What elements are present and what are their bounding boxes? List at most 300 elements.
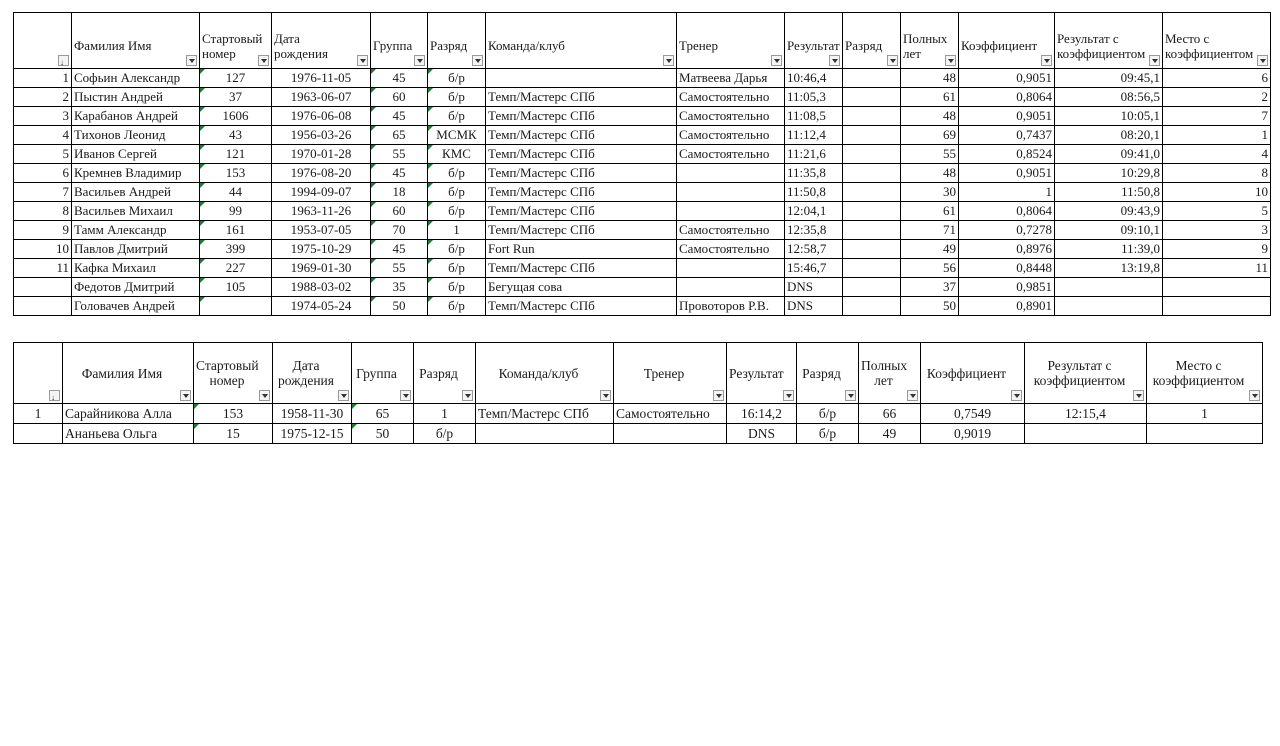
dropdown-filter-icon[interactable] xyxy=(600,390,611,401)
cell-adjusted-place[interactable]: 7 xyxy=(1163,107,1271,126)
cell-club[interactable]: Темп/Мастерс СПб xyxy=(486,164,677,183)
header-rank xyxy=(414,343,476,404)
header-label: Результат xyxy=(729,365,784,381)
header-label: Полных лет xyxy=(903,30,948,61)
cell-place[interactable]: 7 xyxy=(14,183,72,202)
cell-result[interactable]: 12:58,7 xyxy=(785,240,843,259)
cell-rank[interactable]: б/р xyxy=(414,424,476,444)
dropdown-filter-icon[interactable] xyxy=(907,390,918,401)
cell-age[interactable]: 48 xyxy=(901,107,959,126)
header-label: Стартовый номер xyxy=(202,30,263,61)
cell-result[interactable]: 11:12,4 xyxy=(785,126,843,145)
cell-rank2[interactable] xyxy=(843,88,901,107)
cell-adjusted-result[interactable]: 13:19,8 xyxy=(1055,259,1163,278)
cell-age[interactable]: 48 xyxy=(901,164,959,183)
cell-adjusted-place[interactable]: 4 xyxy=(1163,145,1271,164)
cell-birthdate[interactable]: 1953-07-05 xyxy=(272,221,371,240)
header-coefficient xyxy=(921,343,1025,404)
cell-place[interactable]: 5 xyxy=(14,145,72,164)
cell-rank[interactable]: КМС xyxy=(428,145,486,164)
cell-age[interactable]: 48 xyxy=(901,69,959,88)
cell-name[interactable]: Васильев Михаил xyxy=(72,202,200,221)
cell-group[interactable]: 55 xyxy=(371,259,428,278)
header-label: Дата рождения xyxy=(277,358,334,388)
header-group xyxy=(352,343,414,404)
cell-adjusted-place[interactable] xyxy=(1147,424,1263,444)
cell-club[interactable]: Темп/Мастерс СПб xyxy=(486,259,677,278)
cell-adjusted-place[interactable]: 9 xyxy=(1163,240,1271,259)
cell-adjusted-place[interactable]: 1 xyxy=(1147,404,1263,424)
header-coefficient xyxy=(959,13,1055,69)
cell-place[interactable]: 8 xyxy=(14,202,72,221)
cell-birthdate[interactable]: 1976-11-05 xyxy=(272,69,371,88)
cell-coach[interactable]: Самостоятельно xyxy=(677,126,785,145)
cell-rank2[interactable] xyxy=(843,259,901,278)
cell-place[interactable]: 9 xyxy=(14,221,72,240)
cell-bib[interactable]: 105 xyxy=(200,278,272,297)
header-label: Разряд xyxy=(419,365,458,381)
cell-age[interactable]: 49 xyxy=(859,424,921,444)
dropdown-filter-icon[interactable] xyxy=(338,390,349,401)
cell-birthdate[interactable]: 1994-09-07 xyxy=(272,183,371,202)
table-row xyxy=(14,183,1271,202)
cell-club[interactable] xyxy=(486,69,677,88)
cell-name[interactable]: Иванов Сергей xyxy=(72,145,200,164)
cell-name[interactable]: Головачев Андрей xyxy=(72,297,200,316)
cell-rank[interactable]: б/р xyxy=(428,107,486,126)
cell-birthdate[interactable]: 1958-11-30 xyxy=(273,404,352,424)
cell-rank2[interactable] xyxy=(843,278,901,297)
header-label xyxy=(16,36,69,46)
header-label: Результат с коэффициентом xyxy=(1033,358,1126,388)
cell-rank2[interactable] xyxy=(843,164,901,183)
cell-birthdate[interactable]: 1974-05-24 xyxy=(272,297,371,316)
dropdown-filter-icon[interactable] xyxy=(783,390,794,401)
cell-adjusted-result[interactable]: 09:10,1 xyxy=(1055,221,1163,240)
cell-name[interactable]: Федотов Дмитрий xyxy=(72,278,200,297)
cell-birthdate[interactable]: 1976-08-20 xyxy=(272,164,371,183)
cell-birthdate[interactable]: 1970-01-28 xyxy=(272,145,371,164)
cell-rank[interactable]: б/р xyxy=(428,278,486,297)
table-row xyxy=(14,259,1271,278)
dropdown-filter-icon[interactable] xyxy=(887,55,898,66)
cell-bib[interactable]: 44 xyxy=(200,183,272,202)
cell-adjusted-result[interactable]: 08:20,1 xyxy=(1055,126,1163,145)
cell-birthdate[interactable]: 1975-12-15 xyxy=(273,424,352,444)
dropdown-filter-icon[interactable] xyxy=(357,55,368,66)
cell-coefficient[interactable]: 0,9019 xyxy=(921,424,1025,444)
cell-adjusted-place[interactable]: 1 xyxy=(1163,126,1271,145)
header-label: Коэффициент xyxy=(961,38,1038,53)
cell-adjusted-place[interactable]: 8 xyxy=(1163,164,1271,183)
cell-age[interactable]: 50 xyxy=(901,297,959,316)
dropdown-filter-icon[interactable] xyxy=(663,55,674,66)
cell-coefficient[interactable]: 0,8976 xyxy=(959,240,1055,259)
header-coach xyxy=(677,13,785,69)
table-row xyxy=(14,221,1271,240)
header-label: Тренер xyxy=(679,38,718,53)
cell-club[interactable]: Темп/Мастерс СПб xyxy=(486,183,677,202)
cell-place[interactable] xyxy=(14,424,63,444)
cell-bib[interactable]: 1606 xyxy=(200,107,272,126)
cell-place[interactable]: 3 xyxy=(14,107,72,126)
header-place xyxy=(14,13,72,69)
cell-age[interactable]: 49 xyxy=(901,240,959,259)
cell-adjusted-place[interactable]: 11 xyxy=(1163,259,1271,278)
cell-age[interactable]: 30 xyxy=(901,183,959,202)
cell-age[interactable]: 55 xyxy=(901,145,959,164)
dropdown-filter-icon[interactable] xyxy=(258,55,269,66)
header-label: Результат xyxy=(787,38,840,53)
header-label: Фамилия Имя xyxy=(81,365,163,381)
cell-bib[interactable]: 121 xyxy=(200,145,272,164)
cell-adjusted-result[interactable]: 10:05,1 xyxy=(1055,107,1163,126)
header-bib xyxy=(200,13,272,69)
dropdown-filter-icon[interactable] xyxy=(462,390,473,401)
cell-result[interactable]: DNS xyxy=(785,297,843,316)
cell-age[interactable]: 71 xyxy=(901,221,959,240)
cell-rank[interactable]: б/р xyxy=(428,259,486,278)
header-adjusted-place xyxy=(1147,343,1263,404)
header-label: Полных лет xyxy=(861,358,908,388)
header-adjusted-result xyxy=(1025,343,1147,404)
cell-birthdate[interactable]: 1956-03-26 xyxy=(272,126,371,145)
cell-group[interactable]: 70 xyxy=(371,221,428,240)
cell-place[interactable]: 2 xyxy=(14,88,72,107)
cell-coefficient[interactable]: 0,7549 xyxy=(921,404,1025,424)
cell-bib[interactable]: 153 xyxy=(194,404,273,424)
cell-group[interactable]: 18 xyxy=(371,183,428,202)
header-result xyxy=(785,13,843,69)
header-label: Разряд xyxy=(845,38,883,53)
cell-rank[interactable]: 1 xyxy=(414,404,476,424)
cell-club[interactable]: Темп/Мастерс СПб xyxy=(486,126,677,145)
header-label: Стартовый номер xyxy=(196,358,259,388)
header-age xyxy=(901,13,959,69)
cell-coefficient[interactable]: 0,9051 xyxy=(959,69,1055,88)
dropdown-filter-icon[interactable] xyxy=(180,390,191,401)
cell-birthdate[interactable]: 1963-11-26 xyxy=(272,202,371,221)
cell-coefficient[interactable]: 0,8448 xyxy=(959,259,1055,278)
cell-coefficient[interactable]: 0,7278 xyxy=(959,221,1055,240)
cell-club[interactable]: Темп/Мастерс СПб xyxy=(486,297,677,316)
header-name xyxy=(63,343,194,404)
cell-place[interactable]: 10 xyxy=(14,240,72,259)
cell-coefficient[interactable]: 0,8064 xyxy=(959,88,1055,107)
cell-name[interactable]: Павлов Дмитрий xyxy=(72,240,200,259)
cell-place[interactable] xyxy=(14,297,72,316)
cell-coach[interactable] xyxy=(677,259,785,278)
cell-adjusted-result[interactable]: 09:43,9 xyxy=(1055,202,1163,221)
cell-group[interactable]: 65 xyxy=(371,126,428,145)
cell-rank[interactable]: 1 xyxy=(428,221,486,240)
table-row xyxy=(14,145,1271,164)
cell-rank2[interactable]: б/р xyxy=(797,424,859,444)
cell-group[interactable]: 45 xyxy=(371,107,428,126)
cell-name[interactable]: Кремнев Владимир xyxy=(72,164,200,183)
cell-coach[interactable]: Самостоятельно xyxy=(677,107,785,126)
cell-adjusted-place[interactable]: 3 xyxy=(1163,221,1271,240)
cell-bib[interactable]: 399 xyxy=(200,240,272,259)
cell-coefficient[interactable]: 0,7437 xyxy=(959,126,1055,145)
cell-group[interactable]: 60 xyxy=(371,88,428,107)
cell-club[interactable]: Темп/Мастерс СПб xyxy=(486,107,677,126)
cell-adjusted-place[interactable]: 6 xyxy=(1163,69,1271,88)
cell-place[interactable] xyxy=(14,278,72,297)
cell-rank2[interactable] xyxy=(843,107,901,126)
cell-coach[interactable] xyxy=(677,183,785,202)
dropdown-filter-icon[interactable] xyxy=(845,390,856,401)
cell-place[interactable]: 4 xyxy=(14,126,72,145)
cell-rank2[interactable] xyxy=(843,202,901,221)
cell-coefficient[interactable]: 0,9851 xyxy=(959,278,1055,297)
dropdown-filter-icon[interactable] xyxy=(186,55,197,66)
header-club xyxy=(486,13,677,69)
cell-adjusted-place[interactable]: 2 xyxy=(1163,88,1271,107)
cell-result[interactable]: 11:50,8 xyxy=(785,183,843,202)
dropdown-filter-icon[interactable] xyxy=(1011,390,1022,401)
cell-club[interactable]: Fort Run xyxy=(486,240,677,259)
cell-name[interactable]: Пыстин Андрей xyxy=(72,88,200,107)
cell-group[interactable]: 45 xyxy=(371,164,428,183)
header-birthdate xyxy=(272,13,371,69)
cell-coefficient[interactable]: 1 xyxy=(959,183,1055,202)
cell-result[interactable]: DNS xyxy=(727,424,797,444)
header-label: Группа xyxy=(373,38,413,53)
cell-coach[interactable]: Матвеева Дарья xyxy=(677,69,785,88)
cell-bib[interactable]: 127 xyxy=(200,69,272,88)
cell-club[interactable]: Темп/Мастерс СПб xyxy=(486,145,677,164)
cell-result[interactable]: 11:08,5 xyxy=(785,107,843,126)
cell-club[interactable]: Бегущая сова xyxy=(486,278,677,297)
header-age xyxy=(859,343,921,404)
cell-birthdate[interactable]: 1969-01-30 xyxy=(272,259,371,278)
cell-rank[interactable]: б/р xyxy=(428,69,486,88)
cell-adjusted-result[interactable] xyxy=(1055,297,1163,316)
cell-bib[interactable]: 227 xyxy=(200,259,272,278)
dropdown-filter-icon[interactable] xyxy=(472,55,483,66)
cell-rank2[interactable] xyxy=(843,69,901,88)
cell-result[interactable]: 11:35,8 xyxy=(785,164,843,183)
sort-filter-icon[interactable] xyxy=(49,390,60,401)
cell-adjusted-result[interactable]: 09:41,0 xyxy=(1055,145,1163,164)
cell-coefficient[interactable]: 0,9051 xyxy=(959,164,1055,183)
table-row xyxy=(14,278,1271,297)
cell-place[interactable]: 6 xyxy=(14,164,72,183)
dropdown-filter-icon[interactable] xyxy=(1249,390,1260,401)
cell-group[interactable]: 55 xyxy=(371,145,428,164)
cell-name[interactable]: Сарайникова Алла xyxy=(63,404,194,424)
cell-name[interactable]: Кафка Михаил xyxy=(72,259,200,278)
dropdown-filter-icon[interactable] xyxy=(713,390,724,401)
dropdown-filter-icon[interactable] xyxy=(1041,55,1052,66)
cell-rank2[interactable] xyxy=(843,126,901,145)
header-label: Разряд xyxy=(802,365,841,381)
cell-adjusted-result[interactable]: 10:29,8 xyxy=(1055,164,1163,183)
cell-name[interactable]: Тихонов Леонид xyxy=(72,126,200,145)
cell-bib[interactable]: 37 xyxy=(200,88,272,107)
cell-name[interactable]: Софьин Александр xyxy=(72,69,200,88)
cell-result[interactable]: 11:05,3 xyxy=(785,88,843,107)
cell-age[interactable]: 56 xyxy=(901,259,959,278)
dropdown-filter-icon[interactable] xyxy=(414,55,425,66)
cell-birthdate[interactable]: 1976-06-08 xyxy=(272,107,371,126)
cell-rank[interactable]: МСМК xyxy=(428,126,486,145)
cell-rank2[interactable] xyxy=(843,297,901,316)
dropdown-filter-icon[interactable] xyxy=(829,55,840,66)
header-place xyxy=(14,343,63,404)
cell-result[interactable]: DNS xyxy=(785,278,843,297)
cell-age[interactable]: 61 xyxy=(901,202,959,221)
header-rank2 xyxy=(797,343,859,404)
cell-adjusted-place[interactable]: 5 xyxy=(1163,202,1271,221)
dropdown-filter-icon[interactable] xyxy=(945,55,956,66)
cell-birthdate[interactable]: 1988-03-02 xyxy=(272,278,371,297)
dropdown-filter-icon[interactable] xyxy=(771,55,782,66)
header-label: Результат с коэффициентом xyxy=(1057,30,1146,61)
cell-group[interactable]: 45 xyxy=(371,240,428,259)
cell-rank2[interactable]: б/р xyxy=(797,404,859,424)
header-label: Команда/клуб xyxy=(488,38,565,53)
cell-rank2[interactable] xyxy=(843,221,901,240)
cell-club[interactable]: Темп/Мастерс СПб xyxy=(486,202,677,221)
cell-result[interactable]: 12:04,1 xyxy=(785,202,843,221)
cell-birthdate[interactable]: 1963-06-07 xyxy=(272,88,371,107)
cell-adjusted-result[interactable]: 09:45,1 xyxy=(1055,69,1163,88)
cell-adjusted-result[interactable]: 11:39,0 xyxy=(1055,240,1163,259)
header-club xyxy=(476,343,614,404)
cell-result[interactable]: 11:21,6 xyxy=(785,145,843,164)
cell-rank2[interactable] xyxy=(843,145,901,164)
dropdown-filter-icon[interactable] xyxy=(1133,390,1144,401)
cell-rank[interactable]: б/р xyxy=(428,297,486,316)
cell-club[interactable]: Темп/Мастерс СПб xyxy=(486,88,677,107)
header-rank2 xyxy=(843,13,901,69)
cell-rank[interactable]: б/р xyxy=(428,164,486,183)
table-row xyxy=(14,88,1271,107)
table-row xyxy=(14,202,1271,221)
cell-adjusted-result[interactable]: 12:15,4 xyxy=(1025,404,1147,424)
table-row xyxy=(14,69,1271,88)
cell-coach[interactable]: Самостоятельно xyxy=(614,404,727,424)
cell-birthdate[interactable]: 1975-10-29 xyxy=(272,240,371,259)
cell-group[interactable]: 50 xyxy=(352,424,414,444)
dropdown-filter-icon[interactable] xyxy=(400,390,411,401)
cell-coach[interactable] xyxy=(677,202,785,221)
cell-coach[interactable]: Самостоятельно xyxy=(677,88,785,107)
cell-coach[interactable] xyxy=(677,278,785,297)
table-row xyxy=(14,107,1271,126)
cell-adjusted-result[interactable]: 11:50,8 xyxy=(1055,183,1163,202)
header-label: Место с коэффициентом xyxy=(1152,358,1245,388)
cell-bib[interactable] xyxy=(200,297,272,316)
cell-age[interactable]: 37 xyxy=(901,278,959,297)
cell-coach[interactable]: Самостоятельно xyxy=(677,145,785,164)
cell-rank[interactable]: б/р xyxy=(428,183,486,202)
cell-coach[interactable]: Самостоятельно xyxy=(677,240,785,259)
cell-coefficient[interactable]: 0,8901 xyxy=(959,297,1055,316)
header-adjusted-place xyxy=(1163,13,1271,69)
cell-coefficient[interactable]: 0,8524 xyxy=(959,145,1055,164)
header-rank xyxy=(428,13,486,69)
cell-name[interactable]: Карабанов Андрей xyxy=(72,107,200,126)
cell-rank2[interactable] xyxy=(843,183,901,202)
table-row xyxy=(14,404,1263,424)
cell-name[interactable]: Ананьева Ольга xyxy=(63,424,194,444)
cell-result[interactable]: 10:46,4 xyxy=(785,69,843,88)
cell-coefficient[interactable]: 0,9051 xyxy=(959,107,1055,126)
cell-rank2[interactable] xyxy=(843,240,901,259)
cell-age[interactable]: 69 xyxy=(901,126,959,145)
header-label: Фамилия Имя xyxy=(74,38,152,53)
cell-age[interactable]: 61 xyxy=(901,88,959,107)
table-row xyxy=(14,240,1271,259)
dropdown-filter-icon[interactable] xyxy=(1149,55,1160,66)
cell-adjusted-place[interactable]: 10 xyxy=(1163,183,1271,202)
cell-adjusted-place[interactable] xyxy=(1163,278,1271,297)
sort-filter-icon[interactable] xyxy=(58,55,69,66)
cell-adjusted-place[interactable] xyxy=(1163,297,1271,316)
cell-place[interactable]: 1 xyxy=(14,69,72,88)
header-label: Дата рождения xyxy=(274,30,328,61)
cell-result[interactable]: 12:35,8 xyxy=(785,221,843,240)
table-row xyxy=(14,164,1271,183)
cell-coach[interactable] xyxy=(614,424,727,444)
cell-coach[interactable]: Самостоятельно xyxy=(677,221,785,240)
header-label: Место с коэффициентом xyxy=(1165,30,1254,61)
cell-bib[interactable]: 153 xyxy=(200,164,272,183)
cell-adjusted-result[interactable] xyxy=(1025,424,1147,444)
cell-adjusted-result[interactable] xyxy=(1055,278,1163,297)
cell-bib[interactable]: 99 xyxy=(200,202,272,221)
cell-group[interactable]: 65 xyxy=(352,404,414,424)
cell-group[interactable]: 45 xyxy=(371,69,428,88)
results-table-women xyxy=(13,342,1263,444)
cell-group[interactable]: 60 xyxy=(371,202,428,221)
header-coach xyxy=(614,343,727,404)
cell-name[interactable]: Тамм Александр xyxy=(72,221,200,240)
cell-place[interactable]: 11 xyxy=(14,259,72,278)
cell-rank[interactable]: б/р xyxy=(428,202,486,221)
cell-group[interactable]: 50 xyxy=(371,297,428,316)
cell-coach[interactable] xyxy=(677,164,785,183)
cell-coach[interactable]: Провоторов Р.В. xyxy=(677,297,785,316)
cell-club[interactable] xyxy=(476,424,614,444)
cell-bib[interactable]: 43 xyxy=(200,126,272,145)
cell-coefficient[interactable]: 0,8064 xyxy=(959,202,1055,221)
cell-result[interactable]: 15:46,7 xyxy=(785,259,843,278)
header-birthdate xyxy=(273,343,352,404)
header-name xyxy=(72,13,200,69)
cell-group[interactable]: 35 xyxy=(371,278,428,297)
cell-adjusted-result[interactable]: 08:56,5 xyxy=(1055,88,1163,107)
cell-place[interactable]: 1 xyxy=(14,404,63,424)
dropdown-filter-icon[interactable] xyxy=(1257,55,1268,66)
cell-club[interactable]: Темп/Мастерс СПб xyxy=(476,404,614,424)
cell-result[interactable]: 16:14,2 xyxy=(727,404,797,424)
cell-rank[interactable]: б/р xyxy=(428,88,486,107)
dropdown-filter-icon[interactable] xyxy=(259,390,270,401)
cell-bib[interactable]: 161 xyxy=(200,221,272,240)
cell-club[interactable]: Темп/Мастерс СПб xyxy=(486,221,677,240)
cell-age[interactable]: 66 xyxy=(859,404,921,424)
header-result xyxy=(727,343,797,404)
cell-bib[interactable]: 15 xyxy=(194,424,273,444)
cell-name[interactable]: Васильев Андрей xyxy=(72,183,200,202)
header-row xyxy=(14,343,1263,404)
cell-rank[interactable]: б/р xyxy=(428,240,486,259)
header-label: Разряд xyxy=(430,38,468,53)
